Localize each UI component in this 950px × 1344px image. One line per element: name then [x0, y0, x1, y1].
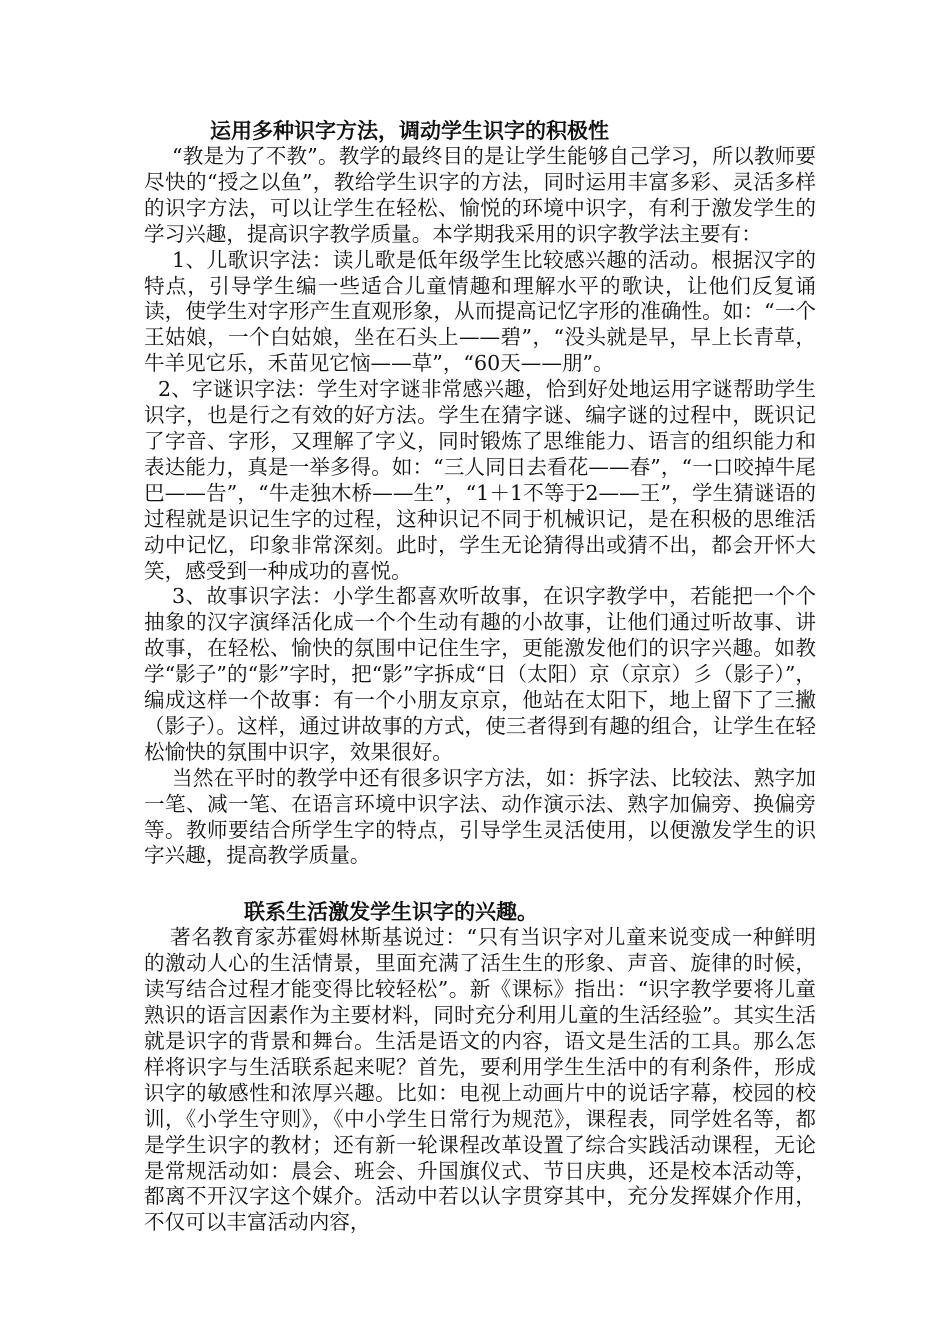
intro-paragraph: “教是为了不教”。教学的最终目的是让学生能够自己学习，所以教师要尽快的“授之以鱼”，教给学生识字的方法，同时运用丰富多彩、灵活多样的识字方法，可以让学生在轻松、愉悦的环境中识字，有利于激发学生的学习兴趣，提高识字教学质量。本学期我采用的识字教学法主要有：: [144, 144, 816, 246]
life-paragraph: 著名教育家苏霍姆林斯基说过：“只有当识字对儿童来说变成一种鲜明的激动人心的生活情景，里面充满了活生生的形象、声音、旋律的时候，读写结合过程才能变得比较轻松”。新《课标》指出：“识字教学要将儿童熟识的语言因素作为主要材料，同时充分利用儿童的生活经验”。其实生活就是识字的背景和舞台。生活是语文的内容，语文是生活的工具。那么怎样将识字与生活联系起来呢？首先，要利用学生生活中的有利条件，形成识字的敏感性和浓厚兴趣。比如：电视上动画片中的说话字幕，校园的校训，《小学生守则》，《中小学生日常行为规范》，课程表，同学姓名等，都是学生识字的教材；还有新一轮课程改革设置了综合实践活动课程，无论是常规活动如：晨会、班会、升国旗仪式、节日庆典，还是校本活动等，都离不开汉字这个媒介。活动中若以认字贯穿其中，充分发挥媒介作用，不仅可以丰富活动内容，: [144, 925, 816, 1235]
method-nursery-rhyme-paragraph: 1、儿歌识字法：读儿歌是低年级学生比较感兴趣的活动。根据汉字的特点，引导学生编一些适合儿童情趣和理解水平的歌诀，让他们反复诵读，使学生对字形产生直观形象，从而提高记忆字形的准确性。如：“一个王姑娘，一个白姑娘，坐在石头上——碧”，“没头就是早，早上长青草，牛羊见它乐，禾苗见它恼——草”，“60天——朋”。: [144, 247, 816, 376]
method-story-paragraph: 3、故事识字法：小学生都喜欢听故事，在识字教学中，若能把一个个抽象的汉字演绎活化成一个个生动有趣的小故事，让他们通过听故事、讲故事，在轻松、愉快的氛围中记住生字，更能激发他们的识字兴趣。如教学“影子”的“影”字时，把“影”字拆成“日（太阳）京（京京）彡（影子）”，编成这样一个故事：有一个小朋友京京，他站在太阳下，地上留下了三撇（影子）。这样，通过讲故事的方式，使三者得到有趣的组合，让学生在轻松愉快的氛围中识字，效果很好。: [144, 584, 816, 764]
section-title-life: 联系生活激发学生识字的兴趣。: [244, 899, 538, 925]
document-page: [144, 118, 816, 1236]
section-title-methods: 运用多种识字方法，调动学生识字的积极性: [210, 118, 609, 143]
method-riddle-paragraph: 2、字谜识字法：学生对字谜非常感兴趣，恰到好处地运用字谜帮助学生识字，也是行之有效的好方法。学生在猜字谜、编字谜的过程中，既识记了字音、字形，又理解了字义，同时锻炼了思维能力、语言的组织能力和表达能力，真是一举多得。如：“三人同日去看花——春”，“一口咬掉牛尾巴——告”，“牛走独木桥——生”，“1＋1不等于2——王”，学生猜谜语的过程就是识记生字的过程，这种识记不同于机械识记，是在积极的思维活动中记忆，印象非常深刻。此时，学生无论猜得出或猜不出，都会开怀大笑，感受到一种成功的喜悦。: [144, 377, 816, 583]
conclusion-paragraph: 当然在平时的教学中还有很多识字方法，如：拆字法、比较法、熟字加一笔、减一笔、在语言环境中识字法、动作演示法、熟字加偏旁、换偏旁等。教师要结合所学生字的特点，引导学生灵活使用，以便激发学生的识字兴趣，提高教学质量。: [144, 765, 816, 868]
